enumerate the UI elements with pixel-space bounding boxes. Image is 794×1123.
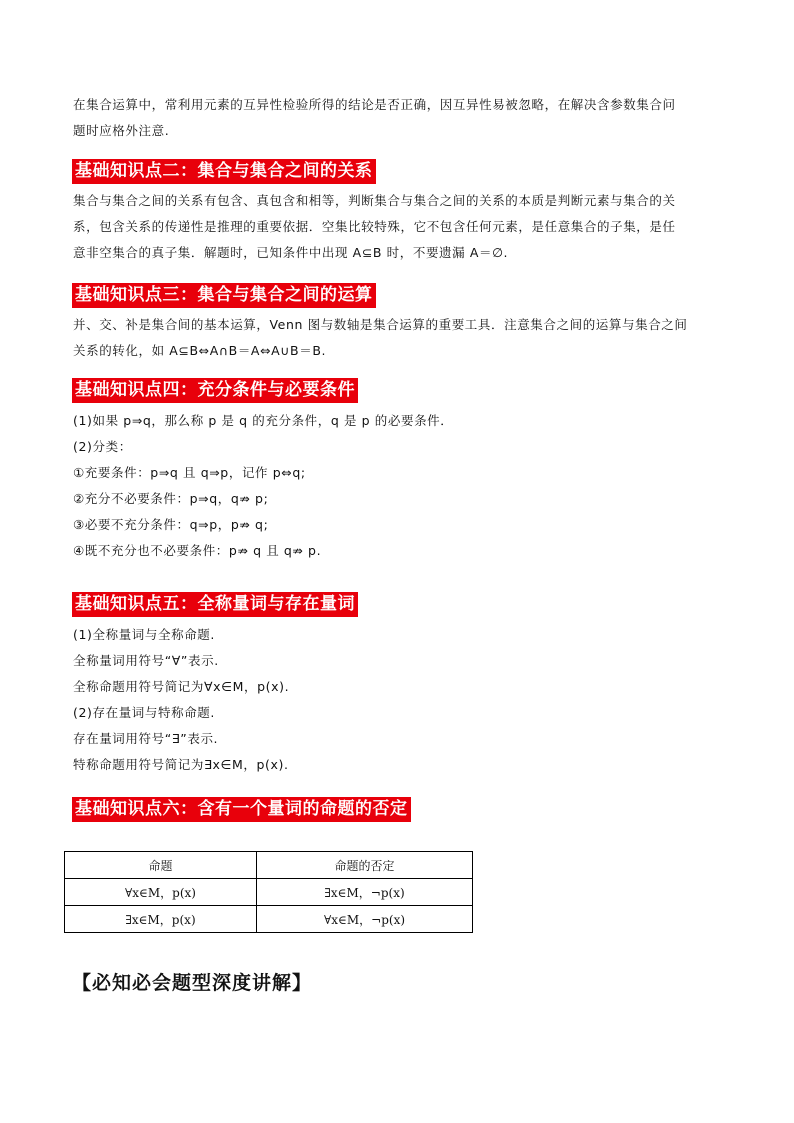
table-row bbox=[65, 879, 473, 906]
section-2-paragraph bbox=[73, 188, 723, 266]
table-header-cell: 命题 bbox=[65, 852, 257, 879]
table-row bbox=[65, 906, 473, 933]
table-cell: ∀x∈M，¬p(x) bbox=[257, 906, 473, 933]
section-3-heading: 基础知识点三：集合与集合之间的运算 bbox=[72, 283, 376, 308]
table-cell: ∃x∈M，¬p(x) bbox=[257, 879, 473, 906]
section-4-item-1: (1)如果 p⇒q，那么称 p 是 q 的充分条件，q 是 p 的必要条件． bbox=[73, 413, 454, 428]
table-cell: ∀x∈M，p(x) bbox=[65, 879, 257, 906]
intro-line-1: 在集合运算中，常利用元素的互异性检验所得的结论是否正确，因互异性易被忽略，在解决含参数集合问 bbox=[73, 97, 676, 112]
section-3-line-2: 关系的转化，如 A⊆B⇔A∩B＝A⇔A∪B＝B. bbox=[73, 343, 327, 358]
section-5-line-3: 全称命题用符号简记为∀x∈M，p(x). bbox=[73, 679, 290, 694]
section-2-heading: 基础知识点二：集合与集合之间的关系 bbox=[72, 159, 376, 184]
table-header-row bbox=[65, 852, 473, 879]
section-2-line-2: 系，包含关系的传递性是推理的重要依据．空集比较特殊，它不包含任何元素，是任意集合的子集，是任 bbox=[73, 219, 676, 234]
section-5-line-6: 特称命题用符号简记为∃x∈M，p(x). bbox=[73, 757, 289, 772]
section-4-list bbox=[73, 408, 723, 564]
section-5-line-1: (1)全称量词与全称命题. bbox=[73, 627, 215, 642]
section-5-line-2: 全称量词用符号“∀”表示. bbox=[73, 653, 219, 668]
section-6-heading: 基础知识点六：含有一个量词的命题的否定 bbox=[72, 797, 411, 822]
section-3-line-1: 并、交、补是集合间的基本运算，Venn 图与数轴是集合运算的重要工具．注意集合之间的运算与集合之间 bbox=[73, 317, 688, 332]
section-5-heading: 基础知识点五：全称量词与存在量词 bbox=[72, 592, 358, 617]
table-cell: ∃x∈M，p(x) bbox=[65, 906, 257, 933]
section-4-case-2: ②充分不必要条件：p⇒q，q⇏ p; bbox=[73, 491, 269, 506]
section-5-list bbox=[73, 622, 723, 778]
section-4-heading: 基础知识点四：充分条件与必要条件 bbox=[72, 378, 358, 403]
intro-paragraph bbox=[73, 92, 723, 144]
section-2-line-3: 意非空集合的真子集．解题时，已知条件中出现 A⊆B 时，不要遗漏 A＝∅. bbox=[73, 245, 509, 260]
section-3-paragraph bbox=[73, 312, 723, 364]
section-5-line-4: (2)存在量词与特称命题. bbox=[73, 705, 215, 720]
section-4-case-4: ④既不充分也不必要条件：p⇏ q 且 q⇏ p. bbox=[73, 543, 322, 558]
section-4-item-2: (2)分类： bbox=[73, 439, 132, 454]
table-header-cell: 命题的否定 bbox=[257, 852, 473, 879]
negation-table bbox=[64, 851, 473, 933]
section-5-line-5: 存在量词用符号“∃”表示. bbox=[73, 731, 219, 746]
bottom-section-title: 【必知必会题型深度讲解】 bbox=[72, 972, 313, 994]
section-4-case-1: ①充要条件：p⇒q 且 q⇒p，记作 p⇔q; bbox=[73, 465, 306, 480]
intro-line-2: 题时应格外注意. bbox=[73, 123, 170, 138]
section-4-case-3: ③必要不充分条件：q⇒p，p⇏ q; bbox=[73, 517, 269, 532]
section-2-line-1: 集合与集合之间的关系有包含、真包含和相等，判断集合与集合之间的关系的本质是判断元素与集合的关 bbox=[73, 193, 676, 208]
